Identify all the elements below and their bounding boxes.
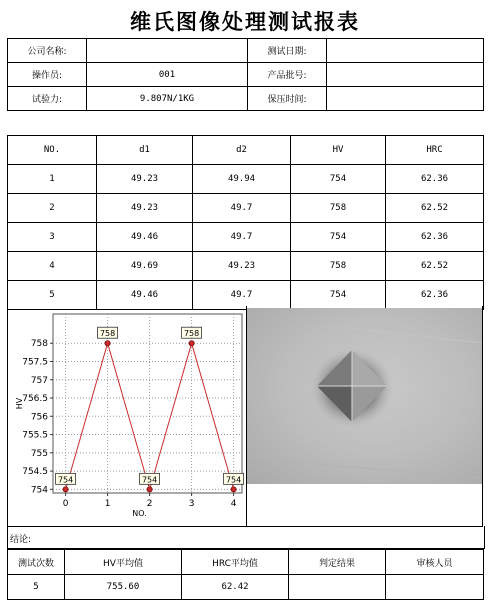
y-axis-label: HV [15, 397, 24, 410]
hv-average-value: 755.60 [65, 575, 182, 600]
data-point [189, 341, 194, 346]
report-title: 维氏图像处理测试报表 [130, 9, 360, 34]
data-label: 758 [183, 329, 200, 339]
cell-d1: 49.23 [97, 165, 193, 194]
x-tick-label: 0 [62, 499, 69, 509]
data-label: 754 [141, 475, 158, 485]
cell-d2: 49.7 [193, 281, 291, 310]
test-date-label: 测试日期: [248, 39, 327, 63]
hrc-average-value: 62.42 [182, 575, 289, 600]
hold-time-label: 保压时间: [248, 87, 327, 111]
y-tick-label: 756.5 [22, 394, 48, 405]
hv-average-header: HV平均值 [65, 550, 182, 575]
test-date-value [327, 39, 484, 63]
cell-no: 3 [8, 223, 97, 252]
col-header-no: NO. [8, 136, 97, 165]
data-label: 754 [57, 475, 74, 485]
cell-d2: 49.23 [193, 252, 291, 281]
cell-no: 2 [8, 194, 97, 223]
cell-hv: 754 [291, 165, 386, 194]
reviewer-value [386, 575, 484, 600]
y-tick-label: 754.5 [22, 467, 48, 478]
measurement-table [7, 135, 484, 310]
plot-area [53, 314, 242, 493]
cell-no: 4 [8, 252, 97, 281]
table-row [8, 165, 484, 194]
info-table [7, 38, 484, 111]
chart-and-image-panel [7, 306, 483, 527]
col-header-hrc: HRC [386, 136, 484, 165]
table-row [8, 223, 484, 252]
cell-hv: 758 [291, 194, 386, 223]
x-tick-label: 2 [146, 499, 153, 509]
indentation-image-drawing [247, 308, 482, 484]
judgement-value [289, 575, 386, 600]
summary-header-row [8, 550, 484, 575]
cell-hrc: 62.36 [386, 223, 484, 252]
cell-no: 5 [8, 281, 97, 310]
data-point [105, 341, 110, 346]
operator-label: 操作员: [8, 63, 87, 87]
data-point [231, 487, 236, 492]
cell-hv: 754 [291, 223, 386, 252]
reviewer-header: 审核人员 [386, 550, 484, 575]
cell-hv: 754 [291, 281, 386, 310]
table-row [8, 194, 484, 223]
y-tick-label: 757 [30, 375, 48, 386]
y-tick-label: 757.5 [22, 357, 48, 368]
test-count-value: 5 [8, 575, 65, 600]
cell-no: 1 [8, 165, 97, 194]
y-tick-label: 754 [30, 485, 48, 496]
cell-hrc: 62.36 [386, 281, 484, 310]
cell-hrc: 62.52 [386, 252, 484, 281]
y-tick-label: 758 [30, 339, 48, 350]
cell-d1: 49.46 [97, 281, 193, 310]
y-tick-label: 755.5 [22, 430, 48, 441]
cell-d1: 49.46 [97, 223, 193, 252]
data-label: 754 [225, 475, 242, 485]
cell-d1: 49.69 [97, 252, 193, 281]
cell-d2: 49.7 [193, 194, 291, 223]
cell-hrc: 62.52 [386, 194, 484, 223]
hold-time-value [327, 87, 484, 111]
col-header-d2: d2 [193, 136, 291, 165]
cell-d2: 49.94 [193, 165, 291, 194]
x-tick-label: 3 [188, 499, 195, 509]
hv-chart-panel [8, 306, 247, 526]
company-label: 公司名称: [8, 39, 87, 63]
judgement-header: 判定结果 [289, 550, 386, 575]
x-tick-label: 4 [230, 499, 237, 509]
indentation-image [247, 308, 482, 484]
conclusion-label: 结论: [10, 535, 32, 545]
conclusion-row [7, 526, 485, 549]
load-value: 9.807N/1KG [87, 87, 248, 111]
col-header-d1: d1 [97, 136, 193, 165]
data-point [147, 487, 152, 492]
data-label: 758 [99, 329, 116, 339]
batch-value [327, 63, 484, 87]
summary-value-row [8, 575, 484, 600]
col-header-hv: HV [291, 136, 386, 165]
cell-d1: 49.23 [97, 194, 193, 223]
cell-hv: 758 [291, 252, 386, 281]
data-point [63, 487, 68, 492]
company-value [87, 39, 248, 63]
hv-line-chart [8, 306, 246, 526]
hrc-average-header: HRC平均值 [182, 550, 289, 575]
x-tick-label: 1 [104, 499, 111, 509]
operator-value: 001 [87, 63, 248, 87]
y-tick-label: 755 [30, 448, 48, 459]
measurement-header-row [8, 136, 484, 165]
cell-d2: 49.7 [193, 223, 291, 252]
cell-hrc: 62.36 [386, 165, 484, 194]
summary-table [7, 549, 484, 600]
table-row [8, 252, 484, 281]
load-label: 试验力: [8, 87, 87, 111]
batch-label: 产品批号: [248, 63, 327, 87]
y-tick-label: 756 [30, 412, 48, 423]
x-axis-label: NO. [132, 509, 147, 518]
test-count-header: 测试次数 [8, 550, 65, 575]
